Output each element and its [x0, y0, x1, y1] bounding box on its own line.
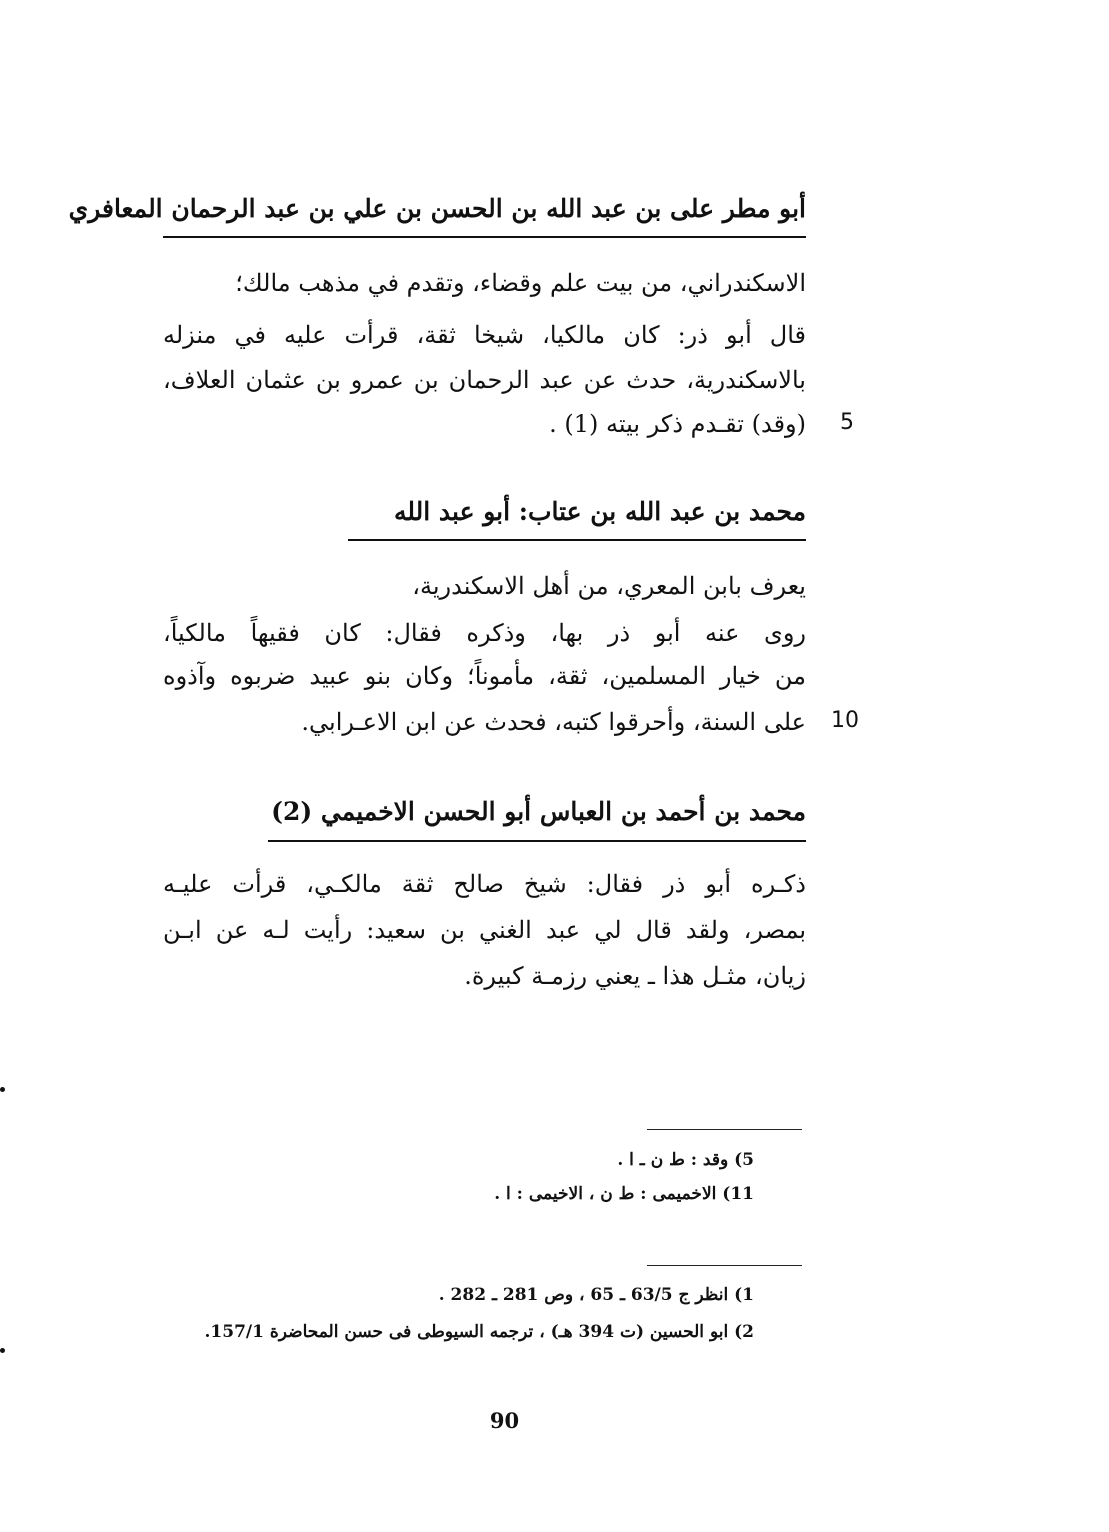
- text-line: يعرف بابن المعري، من أهل الاسكندرية،: [412, 572, 806, 600]
- line-number: 5: [840, 410, 854, 435]
- text-line: بمصر، ولقد قال لي عبد الغني بن سعيد: رأيت لـه عن ابـن: [163, 916, 806, 944]
- line-number: 10: [831, 708, 859, 733]
- text-line: (وقد) تقـدم ذكر بيته (1) .: [549, 410, 806, 438]
- heading-underline: [348, 539, 806, 541]
- text-line: بالاسكندرية، حدث عن عبد الرحمان بن عمرو بن عثمان العلاف،: [163, 366, 806, 394]
- text-line: الاسكندراني، من بيت علم وقضاء، وتقدم في مذهب مالك؛: [235, 269, 806, 297]
- entry-heading: أبو مطر على بن عبد الله بن الحسن بن علي بن عبد الرحمان المعافري: [68, 194, 806, 223]
- variant-note: 11) الاخميمى : ط ن ، الاخيمى : ا .: [494, 1184, 754, 1204]
- text-line: زيان، مثـل هذا ـ يعني رزمـة كبيرة.: [464, 962, 806, 990]
- text-line: من خيار المسلمين، ثقة، مأموناً؛ وكان بنو عبيد ضربوه وآذوه: [163, 662, 806, 690]
- scan-speck: [0, 1087, 5, 1092]
- text-line: ذكـره أبو ذر فقال: شيخ صالح ثقة مالكـي، قرأت عليـه: [163, 870, 806, 898]
- entry-heading: محمد بن عبد الله بن عتاب: أبو عبد الله: [393, 497, 806, 526]
- variant-note: 5) وقد : ط ن ـ ا .: [617, 1150, 754, 1170]
- text-line: روى عنه أبو ذر بها، وذكره فقال: كان فقيهاً مالكياً،: [163, 619, 806, 647]
- text-line: على السنة، وأحرقوا كتبه، فحدث عن ابن الاعـرابي.: [301, 708, 806, 736]
- footnote: 1) انظر ج 63/5 ـ 65 ، وص 281 ـ 282 .: [438, 1285, 754, 1305]
- heading-underline: [163, 236, 806, 238]
- text-line: قال أبو ذر: كان مالكيا، شيخا ثقة، قرأت عليه في منزله: [163, 321, 806, 349]
- page-number: 90: [489, 1408, 520, 1433]
- heading-underline: [268, 840, 806, 842]
- footnotes-separator: [647, 1265, 802, 1266]
- footnote: 2) ابو الحسين (ت 394 هـ) ، ترجمه السيوطى فى حسن المحاضرة 157/1.: [204, 1322, 754, 1342]
- notes-separator: [647, 1129, 802, 1130]
- scan-speck: [0, 1348, 5, 1353]
- entry-heading: محمد بن أحمد بن العباس أبو الحسن الاخميمي (2): [271, 797, 806, 826]
